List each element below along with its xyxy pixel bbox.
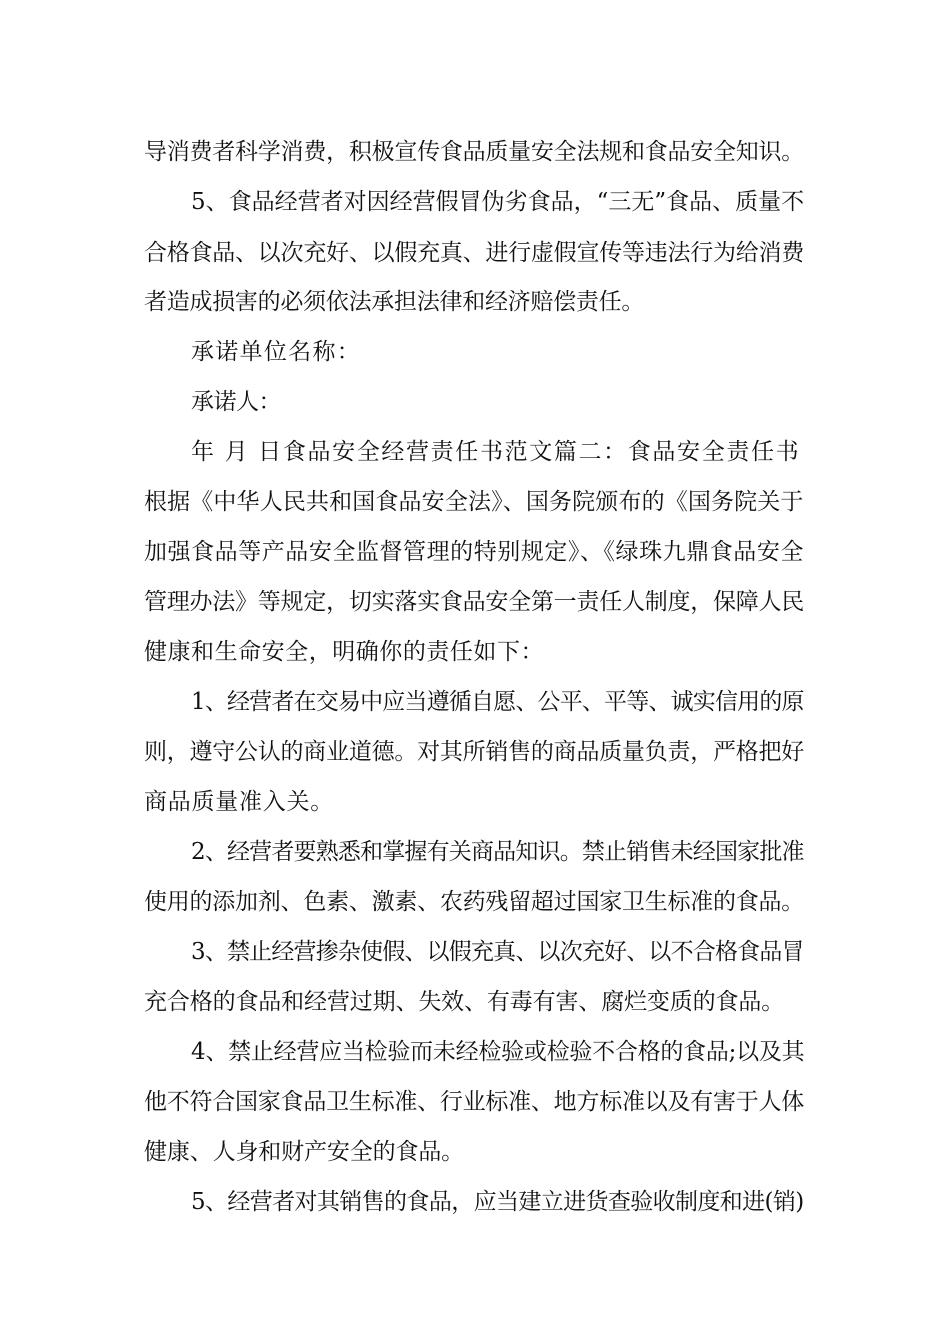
text-line-16: 使用的添加剂、色素、激素、农药残留超过国家卫生标准的食品。 <box>144 889 805 915</box>
text-line-2: 5、食品经营者对因经营假冒伪劣食品，“三无”食品、质量不 <box>191 189 805 215</box>
text-line-10: 管理办法》等规定，切实落实食品安全第一责任人制度，保障人民 <box>144 589 805 615</box>
text-line-14: 商品质量准入关。 <box>144 789 334 815</box>
text-line-9: 加强食品等产品安全监督管理的特别规定》、《绿珠九鼎食品安全 <box>144 539 804 565</box>
text-line-8: 根据《中华人民共和国食品安全法》、国务院颁布的《国务院关于 <box>144 489 804 515</box>
text-line-3: 合格食品、以次充好、以假充真、进行虚假宣传等违法行为给消费 <box>144 240 805 266</box>
text-line-13: 则，遵守公认的商业道德。对其所销售的商品质量负责，严格把好 <box>144 739 805 765</box>
text-line-7: 年 月 日食品安全经营责任书范文篇二：食品安全责任书 <box>191 439 801 465</box>
text-line-21: 健康、人身和财产安全的食品。 <box>144 1139 465 1165</box>
text-line-18: 充合格的食品和经营过期、失效、有毒有害、腐烂变质的食品。 <box>144 989 785 1015</box>
text-line-6: 承诺人： <box>191 389 281 415</box>
text-line-19: 4、禁止经营应当检验而未经检验或检验不合格的食品;以及其 <box>191 1039 805 1065</box>
text-line-11: 健康和生命安全，明确你的责任如下： <box>144 639 545 665</box>
text-line-17: 3、禁止经营掺杂使假、以假充真、以次充好、以不合格食品冒 <box>191 939 804 965</box>
text-line-4: 者造成损害的必须依法承担法律和经济赔偿责任。 <box>144 289 645 315</box>
text-line-20: 他不符合国家食品卫生标准、行业标准、地方标准以及有害于人体 <box>144 1089 805 1115</box>
text-line-22: 5、经营者对其销售的食品，应当建立进货查验收制度和进(销) <box>191 1189 804 1215</box>
text-line-12: 1、经营者在交易中应当遵循自愿、公平、平等、诚实信用的原 <box>191 689 804 715</box>
text-line-5: 承诺单位名称： <box>191 339 362 365</box>
text-line-15: 2、经营者要熟悉和掌握有关商品知识。禁止销售未经国家批准 <box>191 839 804 865</box>
text-line-1: 导消费者科学消费，积极宣传食品质量安全法规和食品安全知识。 <box>144 139 805 165</box>
